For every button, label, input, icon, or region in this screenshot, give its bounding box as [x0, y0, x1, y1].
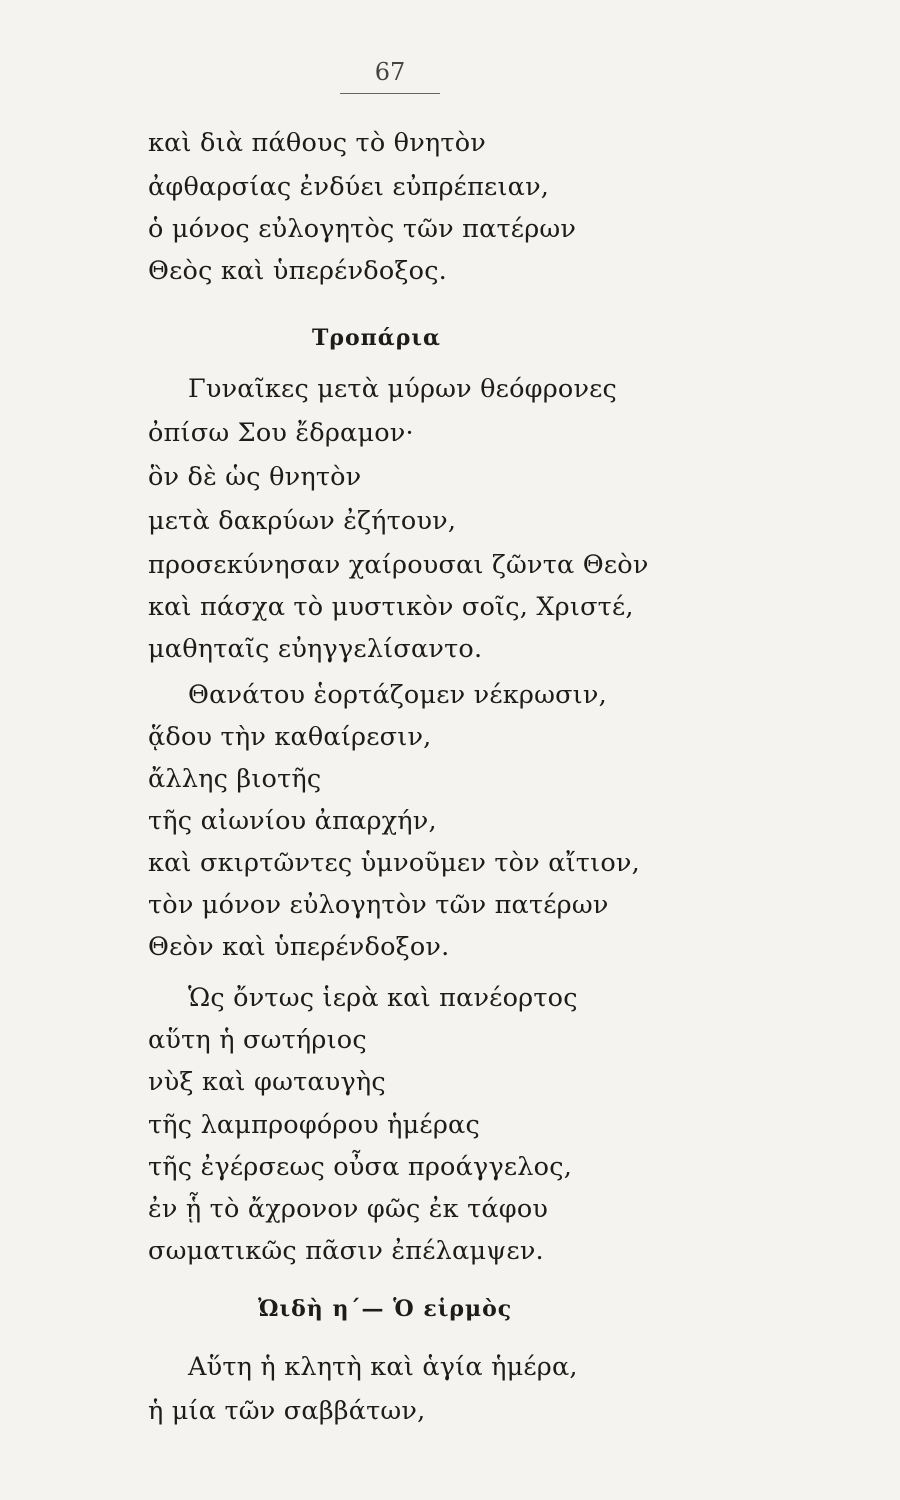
- text-line: μετὰ δακρύων ἐζήτουν,: [148, 506, 457, 536]
- text-line: Γυναῖκες μετὰ μύρων θεόφρονες: [188, 374, 618, 404]
- text-line: ἄλλης βιοτῆς: [148, 764, 322, 794]
- text-line: νὺξ καὶ φωταυγὴς: [148, 1067, 386, 1097]
- text-line: τῆς ἐγέρσεως οὖσα προάγγελος,: [148, 1152, 572, 1182]
- text-line: Αὕτη ἡ κλητὴ καὶ ἁγία ἡμέρα,: [188, 1352, 578, 1382]
- text-line: τῆς λαμπροφόρου ἡμέρας: [148, 1110, 480, 1140]
- text-line: καὶ πάσχα τὸ μυστικὸν σοῖς, Χριστέ,: [148, 592, 634, 622]
- section-heading-ode: Ὠιδὴ η´— Ὁ εἱρμὸς: [258, 1296, 513, 1322]
- text-line: Θεὸν καὶ ὑπερένδοξον.: [148, 932, 450, 962]
- text-line: ἐν ᾗ τὸ ἄχρονον φῶς ἐκ τάφου: [148, 1194, 549, 1224]
- text-line: ᾅδου τὴν καθαίρεσιν,: [148, 722, 432, 752]
- text-line: αὕτη ἡ σωτήριος: [148, 1025, 367, 1055]
- text-line: τὸν μόνον εὐλογητὸν τῶν πατέρων: [148, 890, 609, 920]
- text-line: ὁ μόνος εὐλογητὸς τῶν πατέρων: [148, 214, 577, 244]
- text-line: σωματικῶς πᾶσιν ἐπέλαμψεν.: [148, 1236, 544, 1266]
- text-line: μαθηταῖς εὐηγγελίσαντο.: [148, 634, 483, 664]
- text-line: Θεὸς καὶ ὑπερένδοξος.: [148, 256, 447, 286]
- text-line: Θανάτου ἑορτάζομεν νέκρωσιν,: [188, 680, 607, 710]
- text-line: καὶ διὰ πάθους τὸ θνητὸν: [148, 128, 486, 158]
- text-line: καὶ σκιρτῶντες ὑμνοῦμεν τὸν αἴτιον,: [148, 848, 640, 878]
- header-rule: [340, 93, 440, 94]
- page-number: 67: [374, 58, 406, 86]
- text-line: ἀφθαρσίας ἐνδύει εὐπρέπειαν,: [148, 172, 550, 202]
- text-line: προσεκύνησαν χαίρουσαι ζῶντα Θεὸν: [148, 550, 649, 580]
- text-line: ἡ μία τῶν σαββάτων,: [148, 1396, 426, 1426]
- text-line: ὀπίσω Σου ἔδραμον·: [148, 418, 414, 448]
- text-line: Ὡς ὄντως ἱερὰ καὶ πανέορτος: [188, 983, 578, 1013]
- section-heading-troparia: Τροπάρια: [312, 325, 441, 351]
- text-line: ὃν δὲ ὡς θνητὸν: [148, 462, 362, 492]
- text-line: τῆς αἰωνίου ἀπαρχήν,: [148, 806, 437, 836]
